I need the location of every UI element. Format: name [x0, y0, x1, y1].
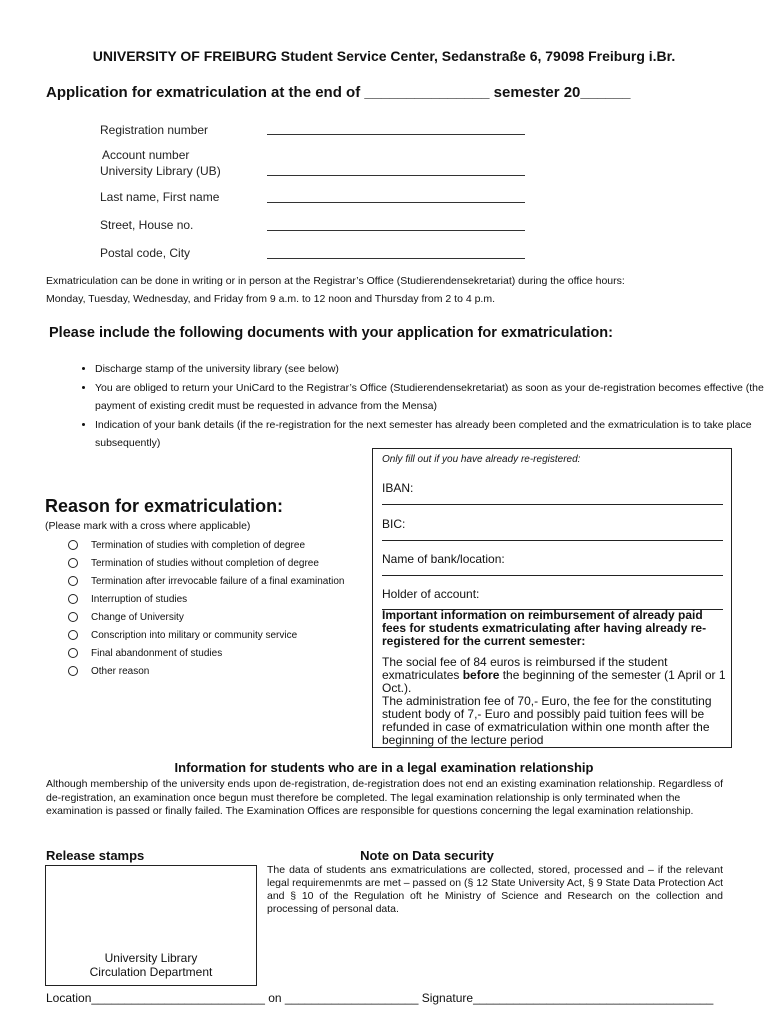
field-label-postal-code: Postal code, City	[100, 246, 191, 260]
field-label-registration-number: Registration number	[100, 123, 209, 137]
signature-line[interactable]: Location__________________________ on ____________________ Signature____________________________________	[46, 991, 714, 1005]
reason-radio-interruption[interactable]	[68, 594, 78, 604]
iban-line[interactable]	[382, 504, 723, 505]
reason-radio-without-completion[interactable]	[68, 558, 78, 568]
name-line[interactable]	[267, 202, 525, 203]
reason-radio-conscription[interactable]	[68, 630, 78, 640]
reason-label: Conscription into military or community service	[91, 630, 298, 641]
list-item: • You are obliged to return your UniCard to the Registrar’s Office (Studierendensekretariat) as soon as your de-registration becomes effective (the payment of existing credit must be requested in advance from the Mensa)	[95, 379, 768, 416]
legal-title: Information for students who are in a legal examination relationship	[174, 760, 594, 775]
data-security-text: The data of students ans exmatriculations are collected, stored, processed and – if the relevant legal requiremenmts are met – passed on (§ 12 State University Act, § 9 State Data Protection Act and § 10 of the Regulation oft he Ministry of Science and Research on the collection and processing of personal data.	[267, 864, 723, 915]
release-stamps-title: Release stamps	[46, 848, 145, 863]
social-fee-bold: before	[462, 668, 500, 682]
social-fee-text: The social fee of 84 euros is reimbursed if the student exmatriculates	[382, 655, 668, 682]
page-header: UNIVERSITY OF FREIBURG Student Service Center, Sedanstraße 6, 79098 Freiburg i.Br.	[92, 48, 676, 64]
office-info-line-1: Exmatriculation can be done in writing or in person at the Registrar’s Office (Studierendensekretariat) during the office hours:	[46, 275, 625, 287]
reason-label: Change of University	[91, 612, 184, 623]
application-title: Application for exmatriculation at the end of _______________ semester 20______	[46, 84, 631, 101]
documents-list	[50, 360, 768, 453]
bank-name-line[interactable]	[382, 575, 723, 576]
reason-radio-other[interactable]	[68, 666, 78, 676]
list-item: • Indication of your bank details (if the re-registration for the next semester has already been completed and the exmatriculation is to take place subsequently)	[95, 416, 768, 453]
field-label-account-number: Account number	[102, 148, 190, 162]
list-item: • Discharge stamp of the university library (see below)	[95, 360, 768, 379]
street-line[interactable]	[267, 230, 525, 231]
data-security-title: Note on Data security	[360, 848, 494, 863]
reason-subtitle: (Please mark with a cross where applicable)	[45, 520, 251, 532]
field-label-street: Street, House no.	[100, 218, 194, 232]
stamp-line-1: University Library	[104, 951, 198, 965]
reason-radio-change[interactable]	[68, 612, 78, 622]
reimbursement-title: Important information on reimbursement of already paid fees for students exmatriculating after having already re-registered for the current semester:	[382, 608, 707, 648]
bank-details-box	[372, 448, 732, 748]
reason-label: Other reason	[91, 666, 150, 677]
reason-label: Interruption of studies	[91, 594, 188, 605]
bic-line[interactable]	[382, 540, 723, 541]
reason-radio-abandonment[interactable]	[68, 648, 78, 658]
bank-box-intro: Only fill out if you have already re-registered:	[382, 454, 581, 465]
iban-label: IBAN:	[382, 481, 414, 495]
reason-label: Final abandonment of studies	[91, 648, 223, 659]
field-label-university-library: University Library (UB)	[100, 164, 221, 178]
reason-title: Reason for exmatriculation:	[45, 496, 284, 516]
stamp-caption	[46, 951, 256, 979]
holder-label: Holder of account:	[382, 587, 480, 601]
account-number-line[interactable]	[267, 175, 525, 176]
admin-fee-text: The administration fee of 70,- Euro, the fee for the constituting student body of 7,- Euro and possibly paid tuition fees will be refunded in case of exmatriculation within one month after the beginning of the lecture period	[382, 694, 712, 747]
field-label-name: Last name, First name	[100, 190, 220, 204]
legal-text: Although membership of the university ends upon de-registration, de-registration does not end an existing examination relationship. Regardless of de-registration, an examination once begun must therefore be completed. The legal examination relationship is only terminated when the examination is passed or finally failed. The Examination Offices are responsible for questions concerning the legal examination relationship.	[46, 778, 724, 817]
reason-label: Termination of studies with completion of degree	[91, 540, 306, 551]
registration-number-line[interactable]	[267, 134, 525, 135]
reimbursement-text	[382, 656, 728, 747]
reason-radio-failure[interactable]	[68, 576, 78, 586]
reason-radio-completion[interactable]	[68, 540, 78, 550]
reason-label: Termination after irrevocable failure of a final examination	[91, 576, 345, 587]
documents-title: Please include the following documents with your application for exmatriculation:	[49, 325, 613, 341]
release-stamp-box	[45, 865, 257, 986]
office-info-line-2: Monday, Tuesday, Wednesday, and Friday from 9 a.m. to 12 noon and Thursday from 2 to 4 p.m.	[46, 293, 496, 305]
bic-label: BIC:	[382, 517, 406, 531]
stamp-line-2: Circulation Department	[89, 965, 213, 979]
bank-name-label: Name of bank/location:	[382, 552, 505, 566]
reason-label: Termination of studies without completion of degree	[91, 558, 319, 569]
social-fee-text-end: the beginning of the semester (1 April or 1 Oct.).	[382, 668, 726, 695]
postal-code-line[interactable]	[267, 258, 525, 259]
